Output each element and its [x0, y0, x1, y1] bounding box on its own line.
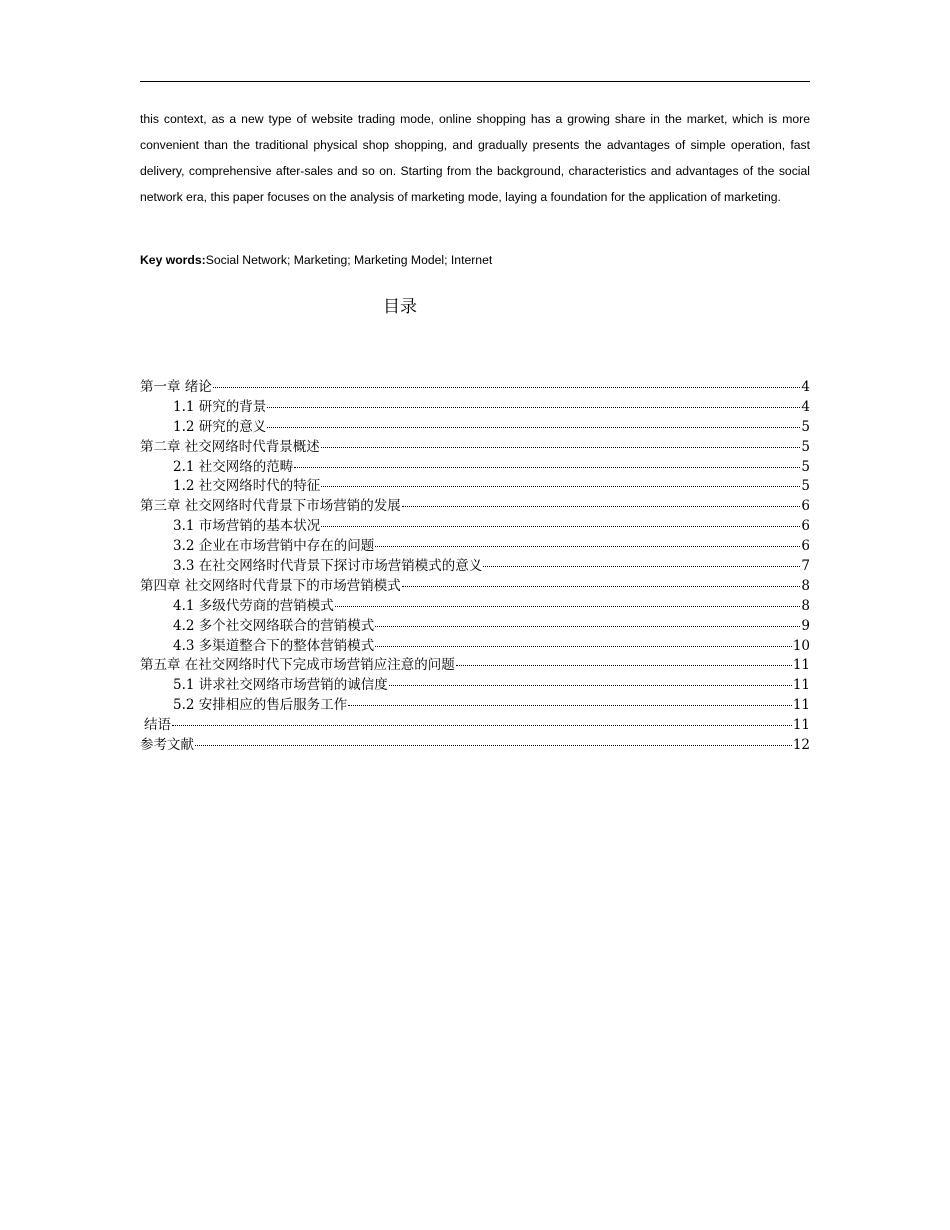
keywords-value: Social Network; Marketing; Marketing Model; Internet: [205, 253, 493, 267]
toc-entry-page: 8: [801, 577, 810, 594]
toc-entry[interactable]: [140, 637, 810, 657]
toc-leader-dots: [321, 526, 800, 527]
toc-entry-page: 11: [792, 677, 810, 694]
toc-entry-text: 2.1 社交网络的范畴: [173, 458, 294, 475]
toc-entry[interactable]: [140, 497, 810, 517]
toc-entry-text: 3.3 在社交网络时代背景下探讨市场营销模式的意义: [173, 558, 483, 575]
toc-entry[interactable]: [140, 477, 810, 497]
toc-leader-dots: [375, 546, 800, 547]
toc-entry-page: 6: [801, 498, 810, 515]
toc-leader-dots: [375, 626, 800, 627]
toc-entry-page: 11: [792, 697, 810, 714]
toc-entry[interactable]: [140, 517, 810, 537]
toc-entry-text: 第二章 社交网络时代背景概述: [140, 438, 320, 455]
toc-entry-text: 第五章 在社交网络时代下完成市场营销应注意的问题: [140, 657, 455, 674]
toc-entry-text: 4.3 多渠道整合下的整体营销模式: [173, 637, 375, 654]
toc-leader-dots: [335, 606, 801, 607]
toc-entry-text: 4.1 多级代劳商的营销模式: [173, 597, 334, 614]
toc-entry[interactable]: [140, 398, 810, 418]
toc-entry-text: 结语: [144, 717, 171, 734]
toc-leader-dots: [195, 745, 792, 746]
toc-entry-page: 11: [792, 657, 810, 674]
toc-entry-page: 6: [801, 538, 810, 555]
toc-entry-page: 12: [792, 737, 810, 754]
toc-entry[interactable]: [140, 696, 810, 716]
toc-leader-dots: [389, 685, 792, 686]
toc-entry[interactable]: [140, 438, 810, 458]
toc-entry-page: 4: [801, 398, 810, 415]
toc-entry-text: 3.1 市场营销的基本状况: [173, 518, 321, 535]
toc-leader-dots: [456, 665, 792, 666]
toc-entry[interactable]: [140, 458, 810, 478]
toc-entry[interactable]: [140, 656, 810, 676]
toc-entry[interactable]: [140, 577, 810, 597]
toc-leader-dots: [172, 725, 792, 726]
toc-entry-text: 参考文献: [140, 737, 194, 754]
toc-entry-page: 10: [792, 637, 810, 654]
toc-entry-text: 1.1 研究的背景: [173, 398, 267, 415]
toc-leader-dots: [321, 447, 801, 448]
toc-entry-page: 5: [801, 458, 810, 475]
toc-leader-dots: [348, 705, 792, 706]
keywords-label: Key words:: [140, 253, 206, 267]
toc-entry-page: 5: [801, 418, 810, 435]
toc-entry[interactable]: [140, 557, 810, 577]
toc-entry[interactable]: [140, 676, 810, 696]
toc-entry[interactable]: [140, 716, 810, 736]
toc-title: 目录: [383, 297, 417, 317]
toc-entry-page: 5: [801, 438, 810, 455]
keywords-line: [140, 250, 810, 270]
toc-entry-page: 11: [792, 717, 810, 734]
toc-entry-page: 4: [801, 379, 810, 395]
toc-entry[interactable]: [140, 597, 810, 617]
toc-entry-text: 5.2 安排相应的售后服务工作: [173, 697, 348, 714]
toc-leader-dots: [402, 506, 801, 507]
toc-entry-text: 第三章 社交网络时代背景下市场营销的发展: [140, 498, 401, 515]
toc-entry-text: 第一章 绪论: [140, 379, 212, 395]
toc-entry-page: 8: [801, 597, 810, 614]
toc-entry-page: 9: [801, 617, 810, 634]
toc-entry-page: 5: [801, 478, 810, 495]
toc-entry-text: 5.1 讲求社交网络市场营销的诚信度: [173, 677, 388, 694]
toc-leader-dots: [483, 566, 800, 567]
toc-entry-text: 第四章 社交网络时代背景下的市场营销模式: [140, 577, 401, 594]
abstract-paragraph: this context, as a new type of website trading mode, online shopping has a growing share in the market, which is more convenient than the traditional physical shop shopping, and gradually presents the advantages of simple operation, fast delivery, comprehensive after-sales and so on. Starting from the background, characteristics and advantages of the social network era, this paper focuses on the analysis of marketing mode, laying a foundation for the application of marketing.: [140, 112, 810, 204]
toc-entry-text: 4.2 多个社交网络联合的营销模式: [173, 617, 375, 634]
toc-leader-dots: [402, 586, 801, 587]
toc-entry-text: 3.2 企业在市场营销中存在的问题: [173, 538, 375, 555]
toc-entry-text: 1.2 社交网络时代的特征: [173, 478, 321, 495]
toc-leader-dots: [213, 387, 801, 388]
toc-leader-dots: [375, 646, 792, 647]
toc-leader-dots: [294, 467, 800, 468]
toc-leader-dots: [321, 486, 800, 487]
toc-leader-dots: [267, 427, 800, 428]
toc-entry[interactable]: [140, 617, 810, 637]
toc-entry[interactable]: [140, 736, 810, 756]
toc-entry[interactable]: [140, 418, 810, 438]
toc-entry-page: 7: [801, 558, 810, 575]
toc-entry[interactable]: [140, 537, 810, 557]
header-rule: [140, 81, 810, 82]
toc-entry[interactable]: [140, 378, 810, 398]
toc-entry-text: 1.2 研究的意义: [173, 418, 267, 435]
toc-entry-page: 6: [801, 518, 810, 535]
table-of-contents: [140, 378, 810, 756]
toc-leader-dots: [267, 407, 800, 408]
